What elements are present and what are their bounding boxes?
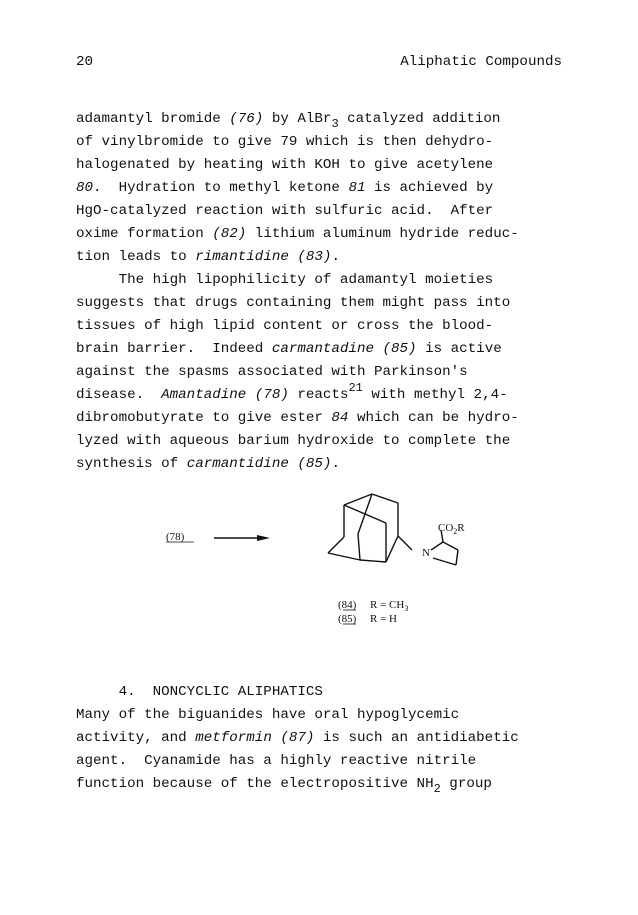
- text-line: halogenated by heating with KOH to give acetylene: [76, 157, 494, 173]
- nitrogen-label: N: [422, 547, 430, 559]
- carboxyl-substituent: $CO_2R$: [438, 522, 465, 536]
- adamantane-cage: [328, 494, 412, 562]
- running-title: Aliphatic Compounds: [400, 54, 562, 70]
- text-line: tissues of high lipid content or cross the blood-: [76, 318, 494, 334]
- text-line: disease. Amantadine (78) reacts$^{21}$ with methyl 2,4-: [76, 381, 508, 403]
- text-line: Many of the biguanides have oral hypoglycemic: [76, 707, 460, 723]
- text-line: lyzed with aqueous barium hydroxide to complete the: [76, 433, 511, 449]
- reactant-label: (78): [166, 531, 185, 543]
- legend-label-85: (85): [338, 613, 357, 625]
- text-line: suggests that drugs containing them might pass into: [76, 295, 511, 311]
- text-line: of vinylbromide to give 79 which is then dehydro-: [76, 134, 494, 150]
- text-line: activity, and metformin (87) is such an antidiabetic: [76, 730, 519, 746]
- text-line: tion leads to rimantidine (83).: [76, 249, 340, 265]
- text-line: against the spasms associated with Parkinson's: [76, 364, 468, 380]
- page-number: 20: [76, 54, 94, 70]
- reaction-arrowhead: [257, 535, 270, 541]
- text-line: function because of the electropositive $NH_2$ group: [76, 776, 492, 796]
- text-line: The high lipophilicity of adamantyl moieties: [76, 272, 494, 288]
- section-heading: 4. NONCYCLIC ALIPHATICS: [76, 684, 323, 700]
- text-line: synthesis of carmantidine (85).: [76, 456, 340, 472]
- legend-text-85: R = H: [370, 613, 397, 625]
- text-line: agent. Cyanamide has a highly reactive nitrile: [76, 753, 477, 769]
- text-line: adamantyl bromide (76) by AlBr$_3$ catalyzed addition: [76, 111, 501, 131]
- legend-label-84: (84): [338, 599, 357, 611]
- text-line: dibromobutyrate to give ester 84 which can be hydro-: [76, 410, 519, 426]
- text-line: 80. Hydration to methyl ketone 81 is achieved by: [76, 180, 494, 196]
- text-line: brain barrier. Indeed carmantadine (85) is active: [76, 341, 502, 357]
- text-line: HgO-catalyzed reaction with sulfuric acid. After: [76, 203, 494, 219]
- legend-text-84: $R = CH_3$: [370, 599, 409, 613]
- text-line: oxime formation (82) lithium aluminum hydride reduc-: [76, 226, 519, 242]
